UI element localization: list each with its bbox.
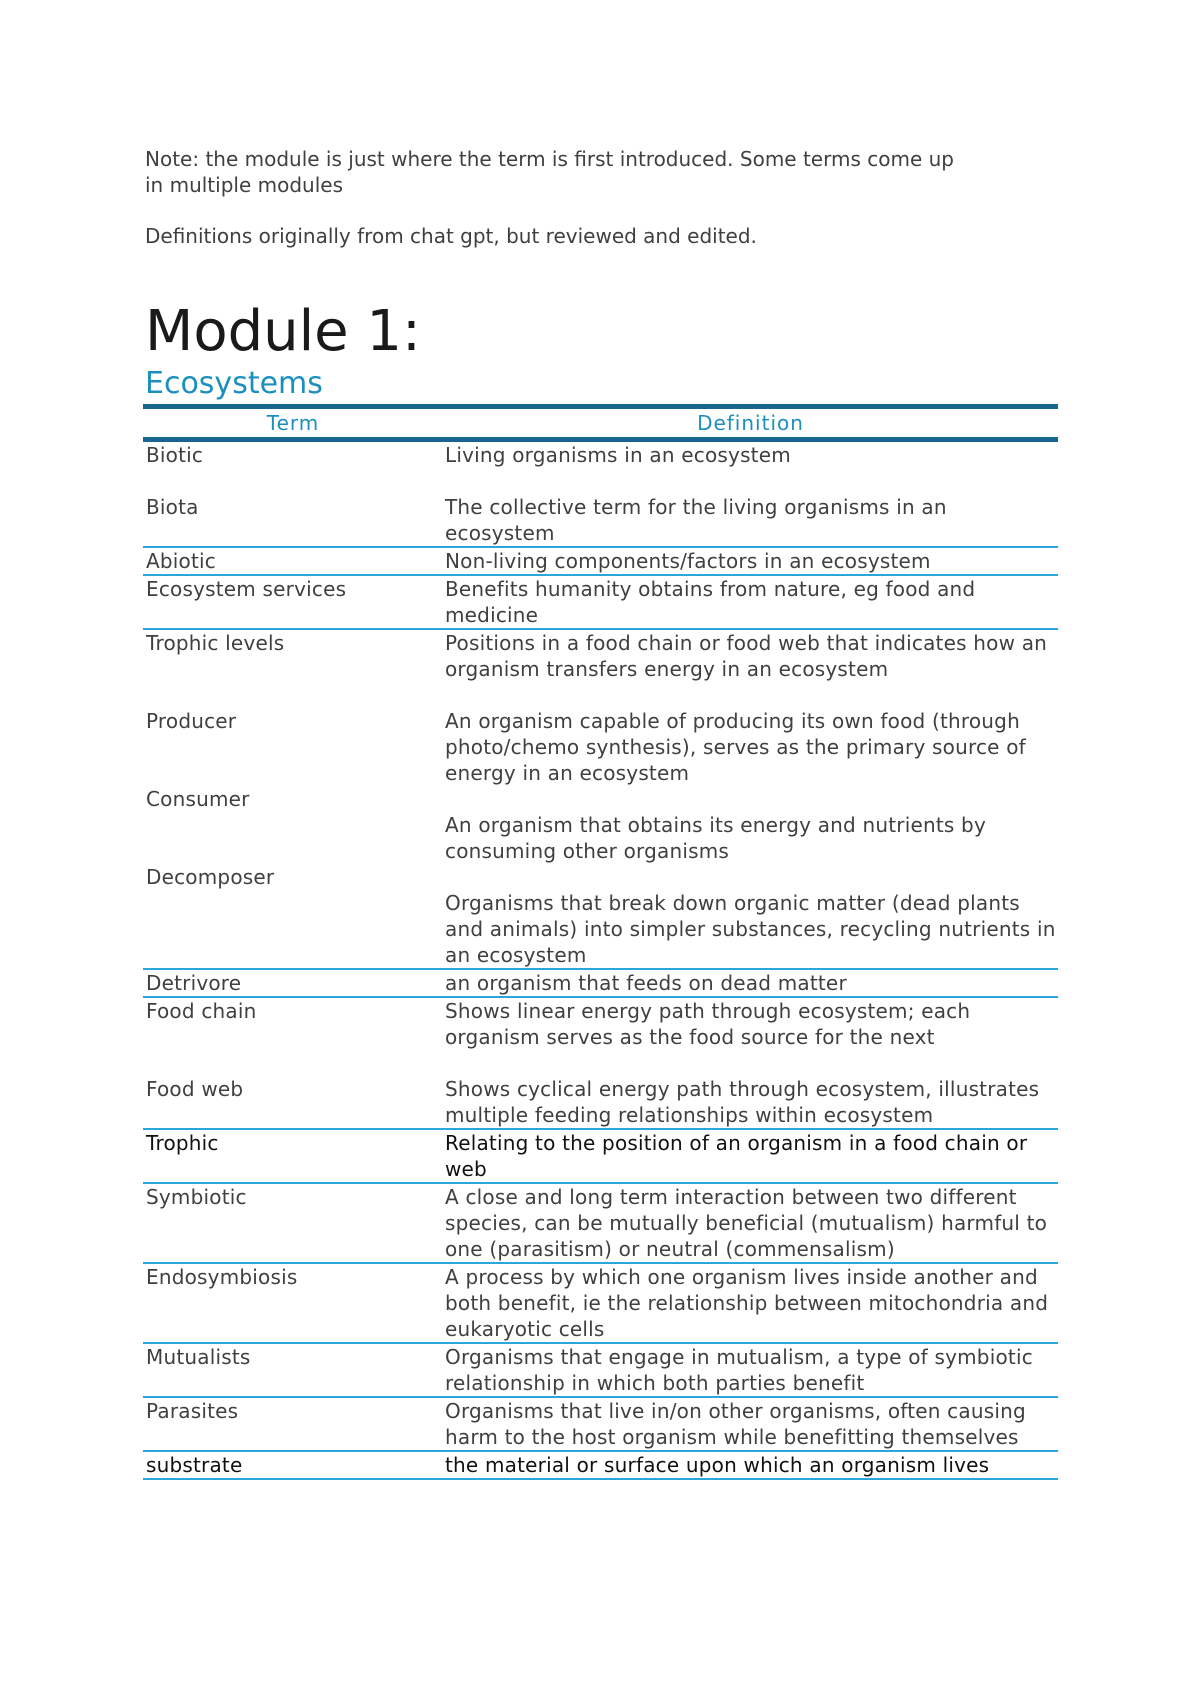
definition-cell: An organism capable of producing its own food (through photo/chemo synthesis), serves as the primary source of energy in an ecosystem — [445, 709, 1026, 785]
table-row — [143, 442, 1058, 468]
definition-cell: the material or surface upon which an organism lives — [445, 1453, 990, 1477]
table-row-group — [143, 1184, 1058, 1264]
definition-cell: Living organisms in an ecosystem — [445, 443, 791, 467]
definition-cell: Organisms that engage in mutualism, a type of symbiotic relationship in which both parties benefit — [445, 1345, 1033, 1395]
definition-cell: an organism that feeds on dead matter — [445, 971, 847, 995]
definition-cell: Organisms that live in/on other organisms, often causing harm to the host organism while benefitting themselves — [445, 1399, 1026, 1449]
table-row — [143, 1076, 1058, 1128]
term-cell: Mutualists — [146, 1345, 251, 1369]
table-row — [143, 494, 1058, 546]
glossary-table — [143, 404, 1058, 1480]
term-cell: Detrivore — [146, 971, 242, 995]
term-cell: substrate — [146, 1453, 243, 1477]
header-term: Term — [266, 411, 320, 435]
definition-cell: Non-living components/factors in an ecosystem — [445, 549, 931, 573]
table-row — [143, 1398, 1058, 1450]
table-row — [143, 1264, 1058, 1342]
table-row-group — [143, 1398, 1058, 1452]
row-spacer — [143, 1050, 1058, 1076]
module-title: Module 1: — [145, 299, 421, 364]
definition-cell: The collective term for the living organisms in an ecosystem — [445, 495, 947, 545]
definition-cell: Relating to the position of an organism in a food chain or web — [445, 1131, 1028, 1181]
table-row — [143, 864, 1058, 968]
table-row-group — [143, 442, 1058, 548]
term-cell: Abiotic — [146, 549, 216, 573]
table-row-group — [143, 1264, 1058, 1344]
definition-cell: Organisms that break down organic matter (dead plants and animals) into simpler substances, recycling nutrients in an ecosystem — [445, 891, 1056, 967]
table-row — [143, 630, 1058, 682]
definition-cell: Shows linear energy path through ecosystem; each organism serves as the food source for the next — [445, 999, 971, 1049]
table-row — [143, 786, 1058, 864]
term-cell: Symbiotic — [146, 1185, 247, 1209]
term-cell: Trophic levels — [146, 631, 285, 655]
note-line-1: Note: the module is just where the term is first introduced. Some terms come up — [145, 147, 954, 171]
table-row — [143, 708, 1058, 786]
table-row-group — [143, 1452, 1058, 1480]
header-definition: Definition — [697, 411, 804, 435]
term-cell: Decomposer — [146, 865, 275, 889]
definition-cell: A close and long term interaction between two different species, can be mutually beneficial (mutualism) harmful to one (parasitism) or neutral (commensalism) — [445, 1185, 1048, 1261]
table-row — [143, 998, 1058, 1050]
term-cell: Food chain — [146, 999, 257, 1023]
table-row — [143, 1452, 1058, 1478]
term-cell: Biotic — [146, 443, 204, 467]
module-subtitle: Ecosystems — [145, 366, 323, 401]
term-cell: Consumer — [146, 787, 250, 811]
table-row — [143, 970, 1058, 996]
definition-cell: A process by which one organism lives inside another and both benefit, ie the relationship between mitochondria and eukaryotic cells — [445, 1265, 1049, 1341]
table-row — [143, 576, 1058, 628]
note-line-3: Definitions originally from chat gpt, but reviewed and edited. — [145, 224, 757, 248]
table-row — [143, 1184, 1058, 1262]
table-row-group — [143, 998, 1058, 1130]
table-row-group — [143, 1344, 1058, 1398]
term-cell: Producer — [146, 709, 237, 733]
table-row-group — [143, 630, 1058, 970]
definition-cell: Benefits humanity obtains from nature, eg food and medicine — [445, 577, 976, 627]
table-row-group — [143, 1130, 1058, 1184]
row-spacer — [143, 682, 1058, 708]
row-spacer — [143, 468, 1058, 494]
table-row-group — [143, 548, 1058, 576]
term-cell: Ecosystem services — [146, 577, 347, 601]
term-cell: Trophic — [146, 1131, 219, 1155]
table-header — [143, 404, 1058, 442]
table-row — [143, 548, 1058, 574]
term-cell: Endosymbiosis — [146, 1265, 298, 1289]
definition-cell: Shows cyclical energy path through ecosystem, illustrates multiple feeding relationships within ecosystem — [445, 1077, 1040, 1127]
table-row-group — [143, 970, 1058, 998]
table-row-group — [143, 576, 1058, 630]
definition-cell: Positions in a food chain or food web that indicates how an organism transfers energy in an ecosystem — [445, 631, 1048, 681]
term-cell: Parasites — [146, 1399, 239, 1423]
term-cell: Biota — [146, 495, 199, 519]
definition-cell: An organism that obtains its energy and nutrients by consuming other organisms — [445, 813, 986, 863]
note-line-2: in multiple modules — [145, 173, 343, 197]
table-row — [143, 1130, 1058, 1182]
term-cell: Food web — [146, 1077, 244, 1101]
table-row — [143, 1344, 1058, 1396]
